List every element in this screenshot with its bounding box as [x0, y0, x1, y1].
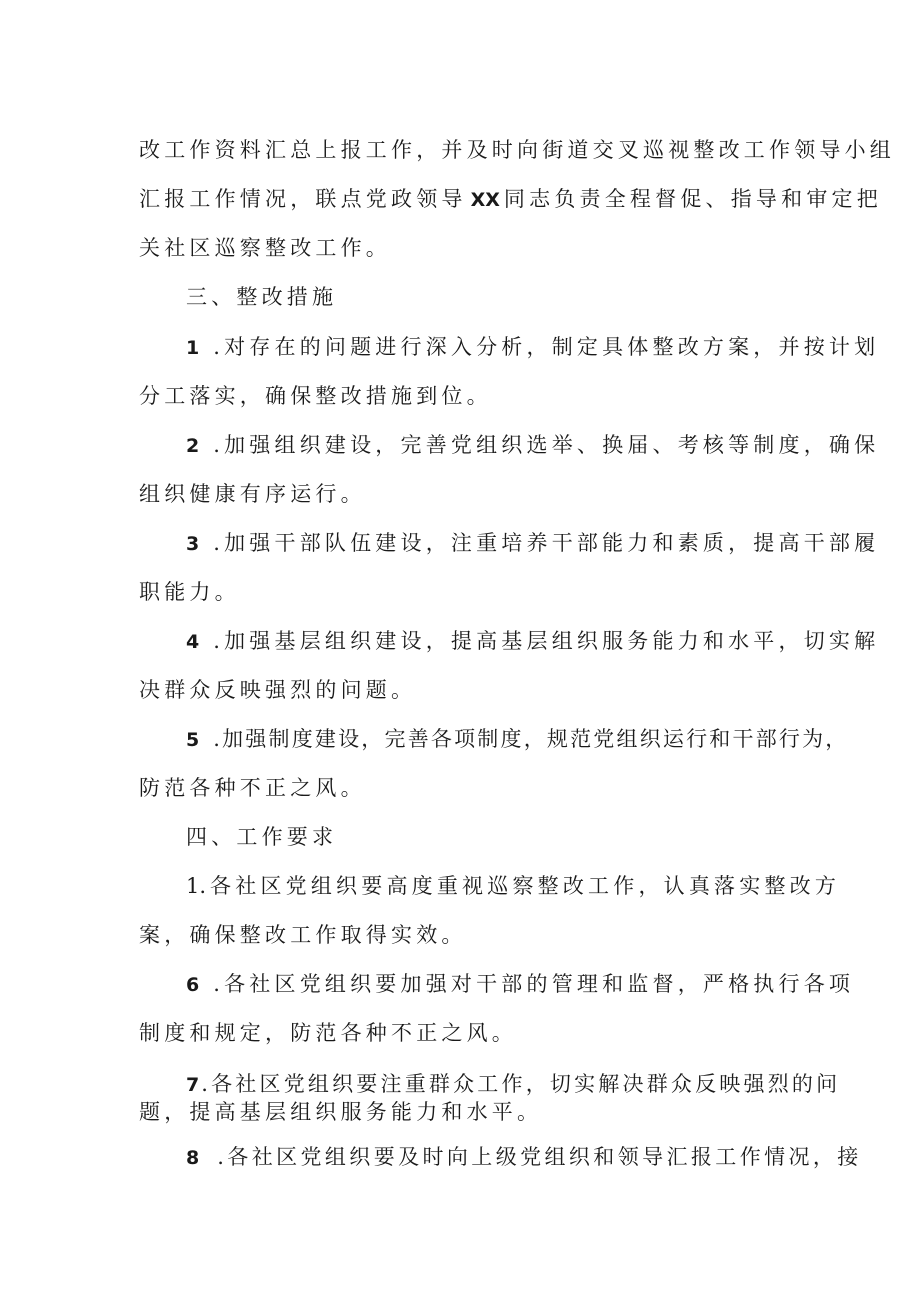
requirement-number: 7: [186, 1074, 200, 1096]
requirement-number: 1.: [186, 874, 207, 898]
measure-number: 5: [186, 729, 200, 751]
requirement-3-line-2: 题，提高基层组织服务能力和水平。: [139, 1100, 543, 1124]
measure-3-line-1: [186, 529, 879, 558]
measure-text: .对存在的问题进行深入分析，制定具体整改方案，并按计划: [213, 335, 880, 359]
measure-5-line-1: [186, 725, 849, 754]
requirement-number: 8: [186, 1147, 200, 1169]
measure-number: 3: [186, 533, 200, 555]
measure-4-line-1: [186, 627, 879, 656]
section-heading-measures: 三、整改措施: [186, 285, 338, 309]
intro-line-2-b: 同志负责全程督促、指导和审定把: [503, 187, 882, 211]
measure-text: .加强制度建设，完善各项制度，规范党组织运行和干部行为，: [213, 727, 849, 751]
section-heading-requirements: 四、工作要求: [186, 825, 338, 849]
requirement-3-line-1: [186, 1070, 840, 1099]
measure-2-line-1: [186, 431, 879, 460]
requirement-text: .各社区党组织要及时向上级党组织和领导汇报工作情况，接: [217, 1145, 862, 1169]
requirement-1-line-2: 案，确保整改工作取得实效。: [139, 923, 467, 947]
requirement-text: .各社区党组织要加强对干部的管理和监督，严格执行各项: [213, 972, 855, 996]
intro-line-3: 关社区巡察整改工作。: [139, 236, 391, 260]
measure-number: 1: [186, 337, 200, 359]
requirement-text: .各社区党组织要注重群众工作，切实解决群众反映强烈的问: [201, 1072, 841, 1096]
intro-line-2: [139, 185, 882, 214]
measure-text: .加强干部队伍建设，注重培养干部能力和素质，提高干部履: [213, 531, 880, 555]
intro-line-2-a: 汇报工作情况，联点党政领导: [139, 187, 467, 211]
measure-number: 4: [186, 631, 200, 653]
measure-1-line-1: [186, 333, 879, 362]
measure-1-line-2: 分工落实，确保整改措施到位。: [139, 384, 492, 408]
measure-3-line-2: 职能力。: [139, 580, 240, 604]
requirement-number: 6: [186, 974, 200, 996]
measure-text: .加强组织建设，完善党组织选举、换届、考核等制度，确保: [213, 433, 880, 457]
intro-placeholder-name: XX: [470, 189, 500, 211]
intro-line-1: 改工作资料汇总上报工作，并及时向街道交叉巡视整改工作领导小组: [139, 138, 895, 162]
measure-text: .加强基层组织建设，提高基层组织服务能力和水平，切实解: [213, 629, 880, 653]
measure-5-line-2: 防范各种不正之风。: [139, 776, 366, 800]
requirement-text: 各社区党组织要高度重视巡察整改工作，认真落实整改方: [210, 874, 841, 898]
measure-4-line-2: 决群众反映强烈的问题。: [139, 678, 417, 702]
requirement-2-line-2: 制度和规定，防范各种不正之风。: [139, 1021, 517, 1045]
measure-2-line-2: 组织健康有序运行。: [139, 482, 366, 506]
requirement-1-line-1: [186, 872, 840, 900]
requirement-4-line-1: [186, 1143, 862, 1172]
requirement-2-line-1: [186, 970, 854, 999]
measure-number: 2: [186, 435, 200, 457]
